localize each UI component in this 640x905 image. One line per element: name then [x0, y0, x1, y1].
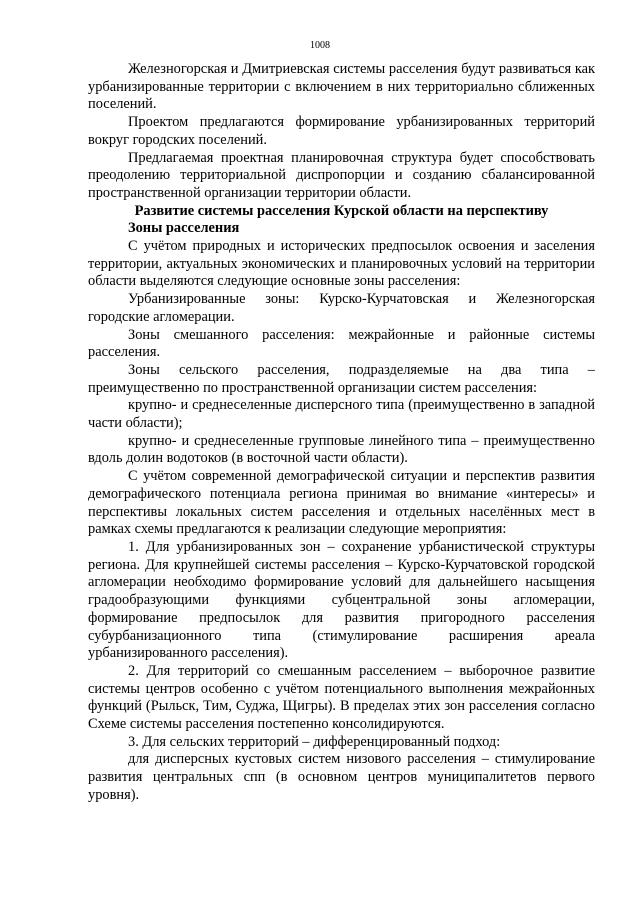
paragraph-zones-intro: С учётом природных и исторических предпосылок освоения и заселения территории, актуальных экономических и планировочных условий на территории области выделяются следующие основные зоны расселения:	[88, 238, 595, 290]
section-title: Развитие системы расселения Курской области на перспективу	[134, 202, 549, 219]
paragraph-planning-structure: Предлагаемая проектная планировочная структура будет способствовать преодолению территориальной диспропорции и созданию сбалансированной пространственной организации территории области.	[88, 149, 595, 201]
paragraph-urbanized-territories: Проектом предлагаются формирование урбанизированных территорий вокруг городских поселений.	[88, 114, 595, 148]
paragraph-urbanized-zones: Урбанизированные зоны: Курско-Курчатовская и Железногорская городские агломерации.	[88, 291, 595, 325]
paragraph-rural-zones: Зоны сельского расселения, подразделяемые на два типа – преимущественно по пространственной организации систем расселения:	[88, 361, 595, 396]
paragraph-linear-type: крупно- и среднеселенные групповые линейного типа – преимущественно вдоль долин водотоков (в восточной части области).	[88, 432, 595, 467]
paragraph-mixed-zones: Зоны смешанного расселения: межрайонные и районные системы расселения.	[88, 326, 595, 361]
paragraph-measure-2: 2. Для территорий со смешанным расселением – выборочное развитие системы центров особенно с учётом потенциального выполнения межрайонных функций (Рыльск, Тим, Суджа, Щигры). В пределах этих зон расселения согласно Схеме системы расселения постепенно консолидируются.	[88, 662, 595, 733]
paragraph-measure-1: 1. Для урбанизированных зон – сохранение урбанистической структуры региона. Для крупнейшей системы расселения – Курско-Курчатовской городской агломерации необходимо формирование условий для дальнейшего насыщения градообразующими функциями субцентральной зоны агломерации, формирование предпосылок для развития пригородного расселения субурбанизационного типа (стимулирование расширения ареала урбанизированного расселения).	[88, 538, 595, 662]
paragraph-measures-intro: С учётом современной демографической ситуации и перспектив развития демографического потенциала региона принимая во внимание «интересы» и перспективы локальных систем расселения и отдельных населённых мест в рамках схемы предлагаются к реализации следующие мероприятия:	[88, 468, 595, 538]
subsection-title: Зоны расселения	[128, 220, 240, 237]
paragraph-measure-3-dispersed: для дисперсных кустовых систем низового расселения – стимулирование развития центральных спп (в основном центров муниципалитетов первого уровня).	[88, 751, 595, 803]
paragraph-dispersed-type: крупно- и среднеселенные дисперсного типа (преимущественно в западной части области);	[88, 397, 595, 432]
paragraph-measure-3: 3. Для сельских территорий – дифференцированный подход:	[128, 733, 501, 750]
paragraph-zheleznogorsk: Железногорская и Дмитриевская системы расселения будут развиваться как урбанизированные территории с включением в них территориально сближенных поселений.	[88, 61, 595, 113]
page-body	[88, 61, 595, 805]
page-number: 1008	[310, 40, 330, 51]
